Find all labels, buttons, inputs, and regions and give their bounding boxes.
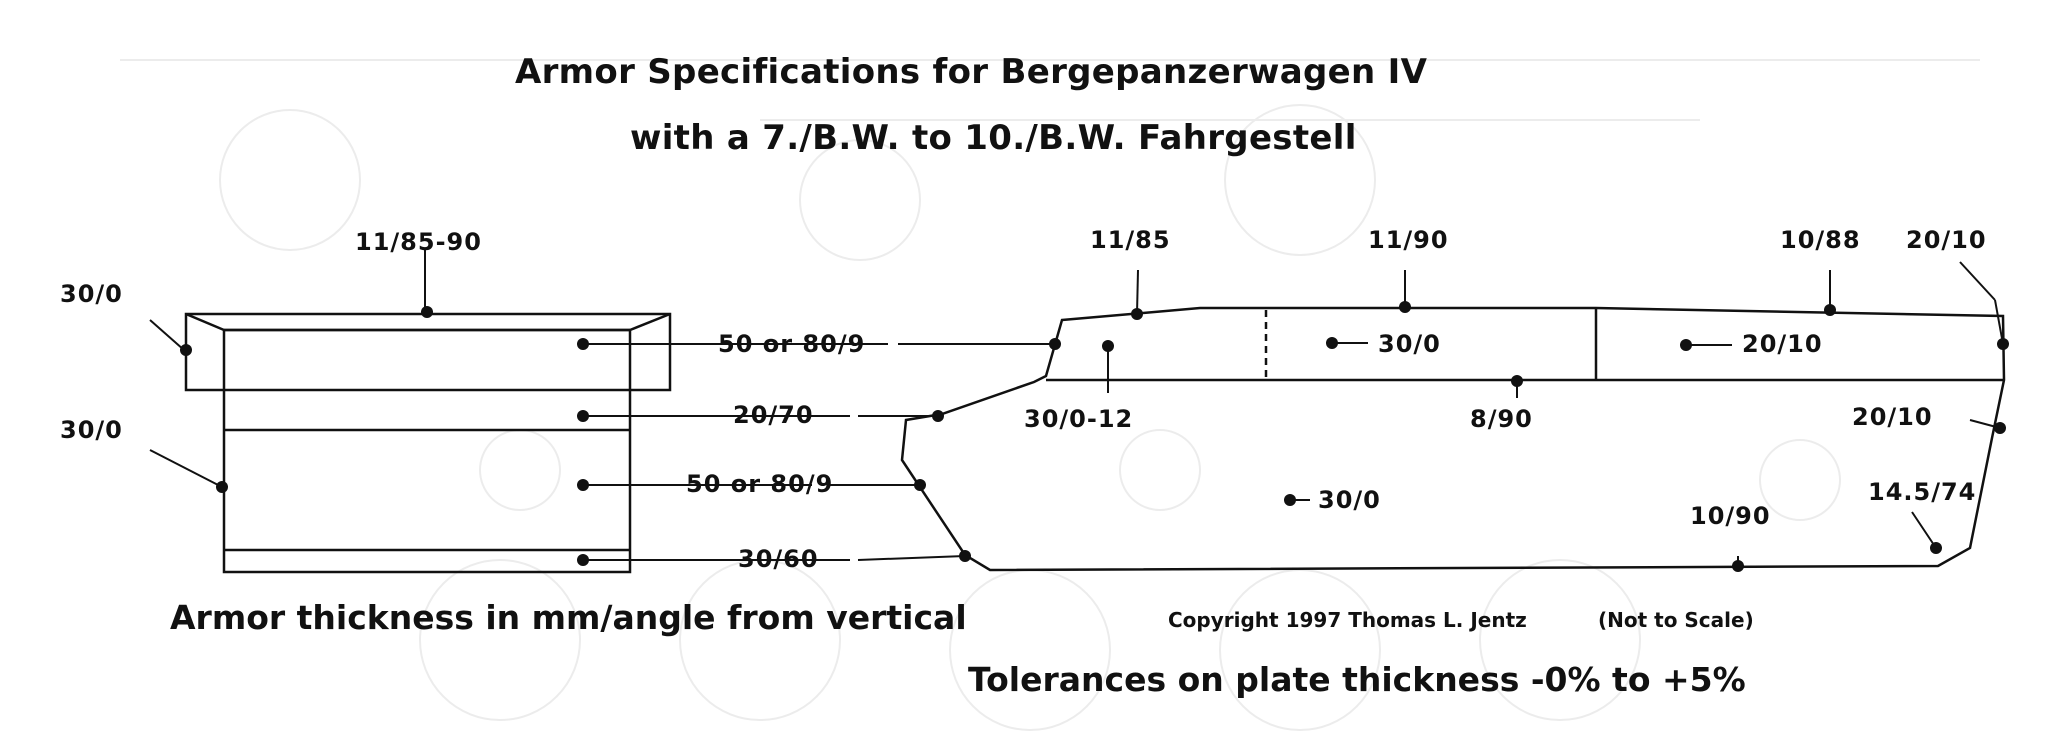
label-nose-lower: 30/60 [738,545,819,573]
point-rear-lower [1930,542,1942,554]
label-rear-upper: 20/10 [1852,403,1933,431]
label-rear-top: 20/10 [1906,226,1987,254]
label-belly: 10/90 [1690,502,1771,530]
label-super-side-rear: 20/10 [1742,330,1823,358]
point-hull-side [1284,494,1296,506]
point-glacis [577,410,589,422]
units-note: Armor thickness in mm/angle from vertical [170,598,967,637]
title-line-2: with a 7./B.W. to 10./B.W. Fahrgestell [630,118,1357,158]
front-hull [224,330,630,572]
front-view [186,314,670,572]
label-hull-front: 50 or 80/9 [686,470,834,498]
label-front-top: 11/85-90 [355,228,482,256]
label-front-lower-plate: 30/0 [60,416,123,444]
point-roof-middle [1399,301,1411,313]
label-glacis: 20/70 [733,401,814,429]
scale-note: (Not to Scale) [1598,608,1754,632]
point-superstructure-front [577,338,589,350]
label-superstructure-front: 50 or 80/9 [718,330,866,358]
point-rear-top [1997,338,2009,350]
label-roof-front: 11/85 [1090,226,1171,254]
point-rear-upper [1994,422,2006,434]
point-nose-lower [577,554,589,566]
point-side-superstructure-front [1049,338,1061,350]
point-front-lower-plate [216,481,228,493]
title-line-1: Armor Specifications for Bergepanzerwagen IV [515,52,1428,92]
label-super-bottom: 8/90 [1470,405,1533,433]
label-super-side: 30/0 [1378,330,1441,358]
point-front-upper-plate [180,344,192,356]
label-visor-area: 30/0-12 [1024,405,1134,433]
callout-points [180,301,2009,572]
point-roof-front [1131,308,1143,320]
point-front-top [421,306,433,318]
label-roof-middle: 11/90 [1368,226,1449,254]
point-super-side-rear [1680,339,1692,351]
tolerance-note: Tolerances on plate thickness -0% to +5% [968,660,1746,699]
label-front-upper-plate: 30/0 [60,280,123,308]
point-visor-area [1102,340,1114,352]
hull-outline [902,308,2004,570]
point-super-side [1326,337,1338,349]
label-hull-side: 30/0 [1318,486,1381,514]
side-view [902,308,2004,570]
point-side-glacis [932,410,944,422]
point-side-hull-front [914,479,926,491]
point-super-bottom [1511,375,1523,387]
point-side-nose-lower [959,550,971,562]
point-belly [1732,560,1744,572]
front-superstructure [186,314,670,390]
copyright-note: Copyright 1997 Thomas L. Jentz [1168,608,1527,632]
point-hull-front [577,479,589,491]
point-roof-rear [1824,304,1836,316]
label-rear-lower: 14.5/74 [1868,478,1977,506]
label-roof-rear: 10/88 [1780,226,1861,254]
